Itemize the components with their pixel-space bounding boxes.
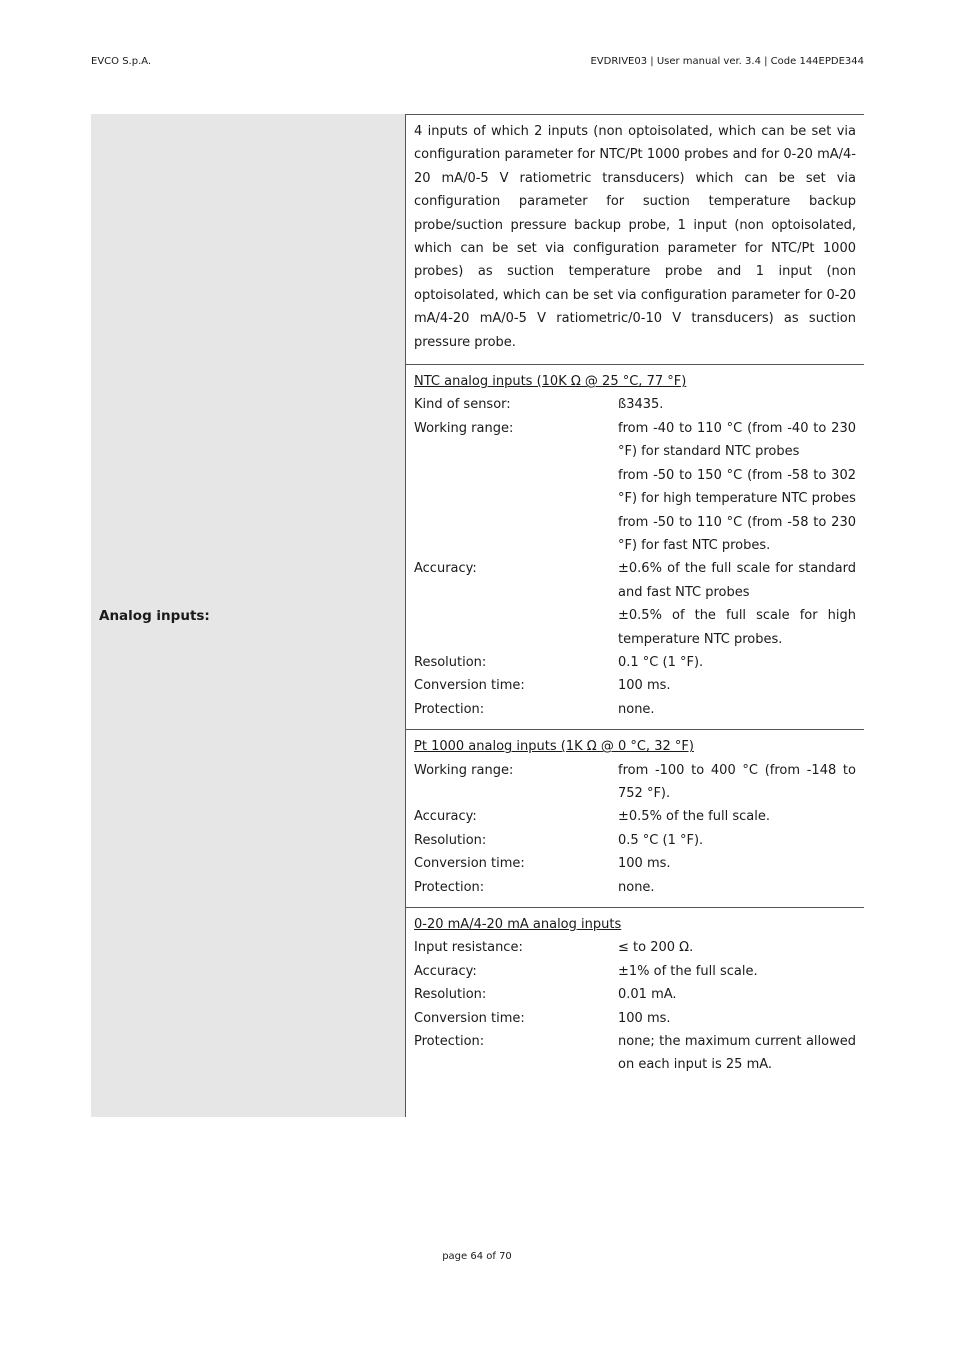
spec-row-key: Conversion time: (414, 856, 525, 872)
spec-row-value (618, 674, 856, 697)
ntc-section (406, 365, 864, 730)
spec-row-value (618, 1007, 856, 1030)
spec-row-key: Protection: (414, 701, 485, 717)
pt1000-section (406, 730, 864, 908)
spec-row (414, 805, 856, 828)
spec-row-value (618, 983, 856, 1006)
spec-row-value (618, 936, 856, 959)
spec-label: Analog inputs: (99, 607, 210, 624)
spec-row-value (618, 393, 856, 416)
spec-row (414, 417, 856, 557)
spec-row-value-line: ±1% of the full scale. (618, 963, 758, 979)
spec-row-value (618, 852, 856, 875)
spec-row-key: Protection: (414, 879, 485, 895)
spec-row (414, 876, 856, 899)
ntc-section-title: NTC analog inputs (10K Ω @ 25 °C, 77 °F) (414, 374, 687, 390)
spec-row-value-line: none. (618, 879, 655, 895)
spec-row-key: Conversion time: (414, 1010, 525, 1026)
current-section (406, 908, 864, 1085)
spec-row-value (618, 651, 856, 674)
pt1000-section-title: Pt 1000 analog inputs (1K Ω @ 0 °C, 32 °F) (414, 739, 694, 755)
spec-row-value (618, 759, 856, 806)
header-document-reference: EVDRIVE03 | User manual ver. 3.4 | Code 144EPDE344 (590, 56, 864, 67)
spec-row-value (618, 698, 856, 721)
spec-row (414, 557, 856, 651)
spec-row-value-line: from -50 to 110 °C (from -58 to 230 °F) for fast NTC probes. (618, 514, 856, 553)
spec-row-key: Accuracy: (414, 561, 477, 577)
spec-row (414, 829, 856, 852)
spec-row-key: Accuracy: (414, 963, 477, 979)
spec-row-key: Accuracy: (414, 809, 477, 825)
current-rows (414, 936, 856, 1076)
spec-row-value-line: ±0.5% of the full scale for high temperature NTC probes. (618, 608, 856, 647)
spec-row (414, 698, 856, 721)
spec-row-value (618, 960, 856, 983)
spec-row (414, 1030, 856, 1077)
pt1000-rows (414, 759, 856, 899)
spec-row-value-line: ≤ to 200 Ω. (618, 940, 694, 956)
spec-row (414, 651, 856, 674)
spec-row-value-line: 0.1 °C (1 °F). (618, 654, 704, 670)
spec-row-value-line: ß3435. (618, 397, 664, 413)
spec-row-value (618, 557, 856, 651)
spec-row-value-line: ±0.6% of the full scale for standard and fast NTC probes (618, 561, 856, 600)
spec-row-key: Protection: (414, 1034, 485, 1050)
spec-row-value-line: 100 ms. (618, 678, 671, 694)
spec-row-value-line: 0.5 °C (1 °F). (618, 832, 704, 848)
spec-row-value-line: from -100 to 400 °C (from -148 to 752 °F). (618, 762, 856, 801)
spec-row (414, 393, 856, 416)
spec-label-cell (91, 114, 406, 1117)
intro-paragraph: 4 inputs of which 2 inputs (non optoisolated, which can be set via configuration parameter for NTC/Pt 1000 probes and for 0-20 mA/4-20 mA/0-5 V ratiometric transducers) which can be set via configuration parameter for suction temperature backup probe/suction pressure backup probe, 1 input (non optoisolated, which can be set via configuration parameter for NTC/Pt 1000 probes) as suction temperature probe and 1 input (non optoisolated, which can be set via configuration parameter for 0-20 mA/4-20 mA/0-5 V ratiometric/0-10 V transducers) as suction pressure probe. (406, 115, 864, 365)
spec-row-key: Working range: (414, 762, 514, 778)
spec-row-value (618, 1030, 856, 1077)
spec-row (414, 960, 856, 983)
spec-row-value-line: none. (618, 701, 655, 717)
spec-row-key: Resolution: (414, 654, 487, 670)
ntc-rows (414, 393, 856, 721)
spec-row (414, 936, 856, 959)
spec-row (414, 674, 856, 697)
spec-row (414, 983, 856, 1006)
page-number: page 64 of 70 (442, 1251, 512, 1262)
spec-row-value-line: from -50 to 150 °C (from -58 to 302 °F) for high temperature NTC probes (618, 467, 856, 507)
spec-row-key: Resolution: (414, 987, 487, 1003)
spec-table (91, 114, 864, 1117)
spec-row-key: Working range: (414, 420, 514, 436)
spec-row (414, 759, 856, 806)
spec-row-value-line: 100 ms. (618, 1010, 671, 1026)
spec-row-value-line: from -40 to 110 °C (from -40 to 230 °F) for standard NTC probes (618, 420, 856, 460)
spec-row-value (618, 417, 856, 557)
spec-row (414, 852, 856, 875)
spec-row-value (618, 829, 856, 852)
header-company: EVCO S.p.A. (91, 56, 152, 67)
spec-row-key: Conversion time: (414, 678, 525, 694)
spec-row (414, 1007, 856, 1030)
spec-row-key: Input resistance: (414, 940, 523, 956)
spec-content-cell (406, 114, 864, 1117)
spec-row-value-line: none; the maximum current allowed on each input is 25 mA. (618, 1034, 856, 1073)
spec-row-value (618, 805, 856, 828)
spec-row-value-line: 0.01 mA. (618, 987, 677, 1003)
spec-row-value-line: 100 ms. (618, 856, 671, 872)
spec-row-key: Kind of sensor: (414, 397, 511, 413)
spec-row-key: Resolution: (414, 832, 487, 848)
spec-row-value (618, 876, 856, 899)
current-section-title: 0-20 mA/4-20 mA analog inputs (414, 917, 622, 932)
spec-row-value-line: ±0.5% of the full scale. (618, 809, 770, 825)
